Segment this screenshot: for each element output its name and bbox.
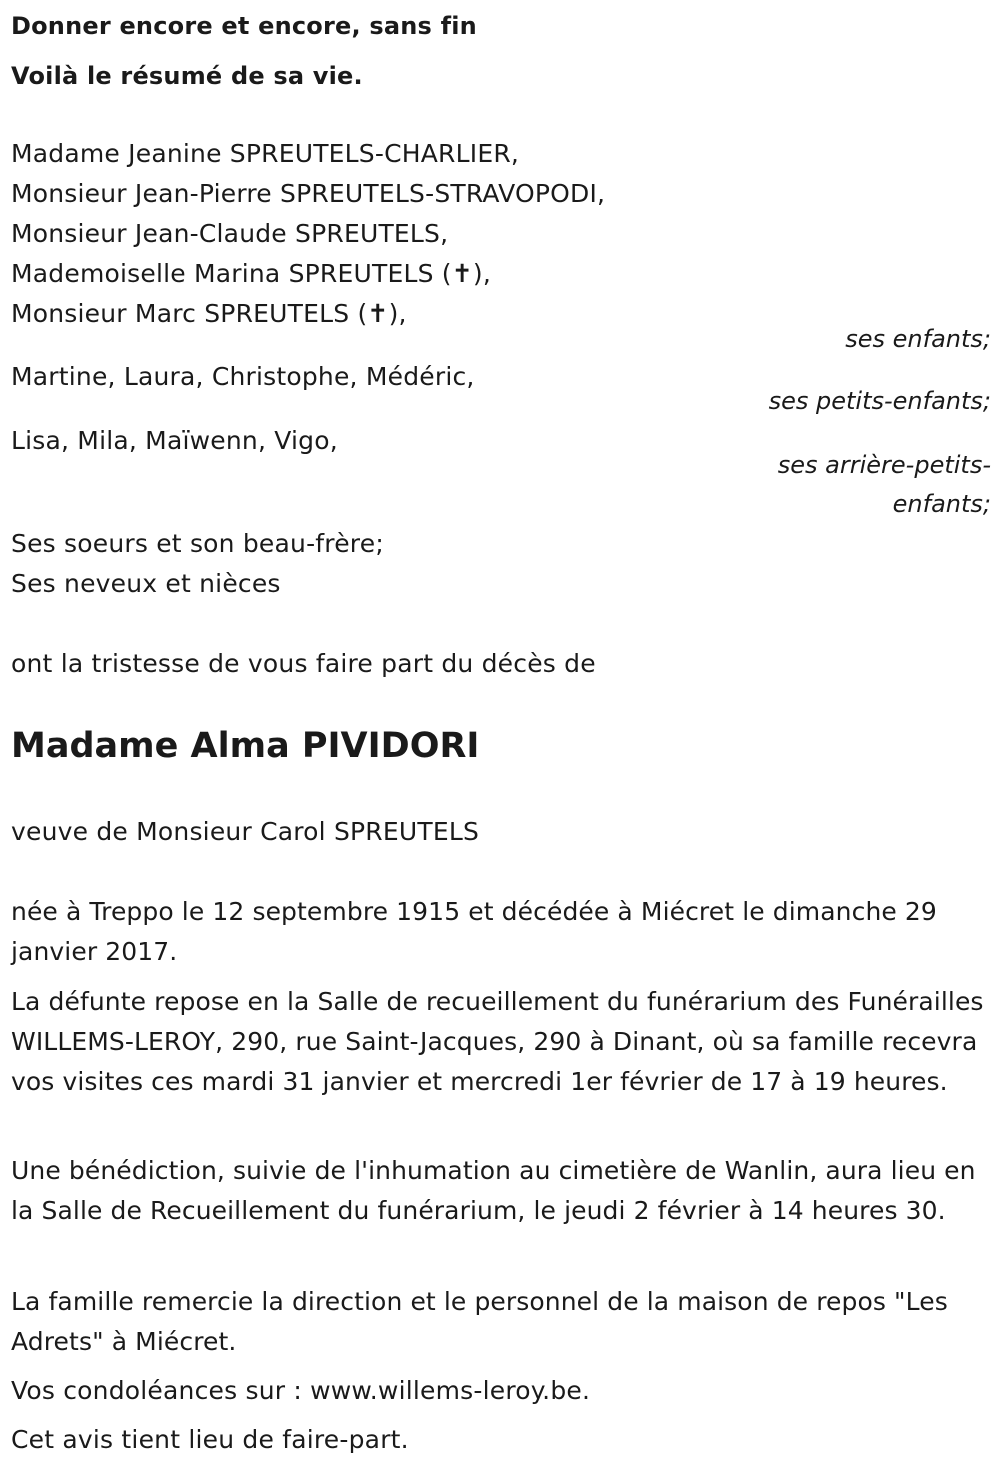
child-1: Madame Jeanine SPREUTELS-CHARLIER,	[11, 139, 520, 168]
epitaph-line-1: Donner encore et encore, sans fin	[11, 12, 477, 40]
siblings: Ses soeurs et son beau-frère;	[11, 529, 384, 558]
repose-paragraph: La défunte repose en la Salle de recueillement du funérarium des Funérailles WILLEMS-LEROY, 290, rue Saint-Jacques, 290 à Dinant, où sa famille recevra vos visites ces mardi 31 janvier et mercredi 1er février de 17 à 19 heures.	[11, 987, 984, 1096]
nephews: Ses neveux et nièces	[11, 569, 281, 598]
birth-death-paragraph: née à Treppo le 12 septembre 1915 et décédée à Miécret le dimanche 29 janvier 2017.	[11, 897, 937, 966]
child-2: Monsieur Jean-Pierre SPREUTELS-STRAVOPODI,	[11, 179, 606, 208]
widow-of: veuve de Monsieur Carol SPREUTELS	[11, 817, 480, 846]
great-grandchildren-role-line-1: ses arrière-petits-	[777, 451, 991, 479]
child-5: Monsieur Marc SPREUTELS (✝),	[11, 299, 407, 328]
condolences: Vos condoléances sur : www.willems-leroy.be.	[11, 1376, 591, 1405]
child-3: Monsieur Jean-Claude SPREUTELS,	[11, 219, 449, 248]
great-grandchildren-role-line-2: enfants;	[892, 490, 991, 518]
grandchildren: Martine, Laura, Christophe, Médéric,	[11, 362, 475, 391]
announcement: ont la tristesse de vous faire part du décès de	[11, 649, 596, 678]
deceased-name: Madame Alma PIVIDORI	[11, 726, 480, 766]
ceremony-paragraph: Une bénédiction, suivie de l'inhumation au cimetière de Wanlin, aura lieu en la Salle de Recueillement du funérarium, le jeudi 2 février à 14 heures 30.	[11, 1156, 976, 1225]
thanks-paragraph: La famille remercie la direction et le personnel de la maison de repos "Les Adrets" à Miécret.	[11, 1287, 948, 1356]
great-grandchildren: Lisa, Mila, Maïwenn, Vigo,	[11, 426, 338, 455]
grandchildren-role: ses petits-enfants;	[768, 387, 991, 415]
child-4: Mademoiselle Marina SPREUTELS (✝),	[11, 259, 492, 288]
children-role: ses enfants;	[845, 325, 991, 353]
closing: Cet avis tient lieu de faire-part.	[11, 1425, 409, 1454]
epitaph-line-2: Voilà le résumé de sa vie.	[11, 62, 363, 90]
